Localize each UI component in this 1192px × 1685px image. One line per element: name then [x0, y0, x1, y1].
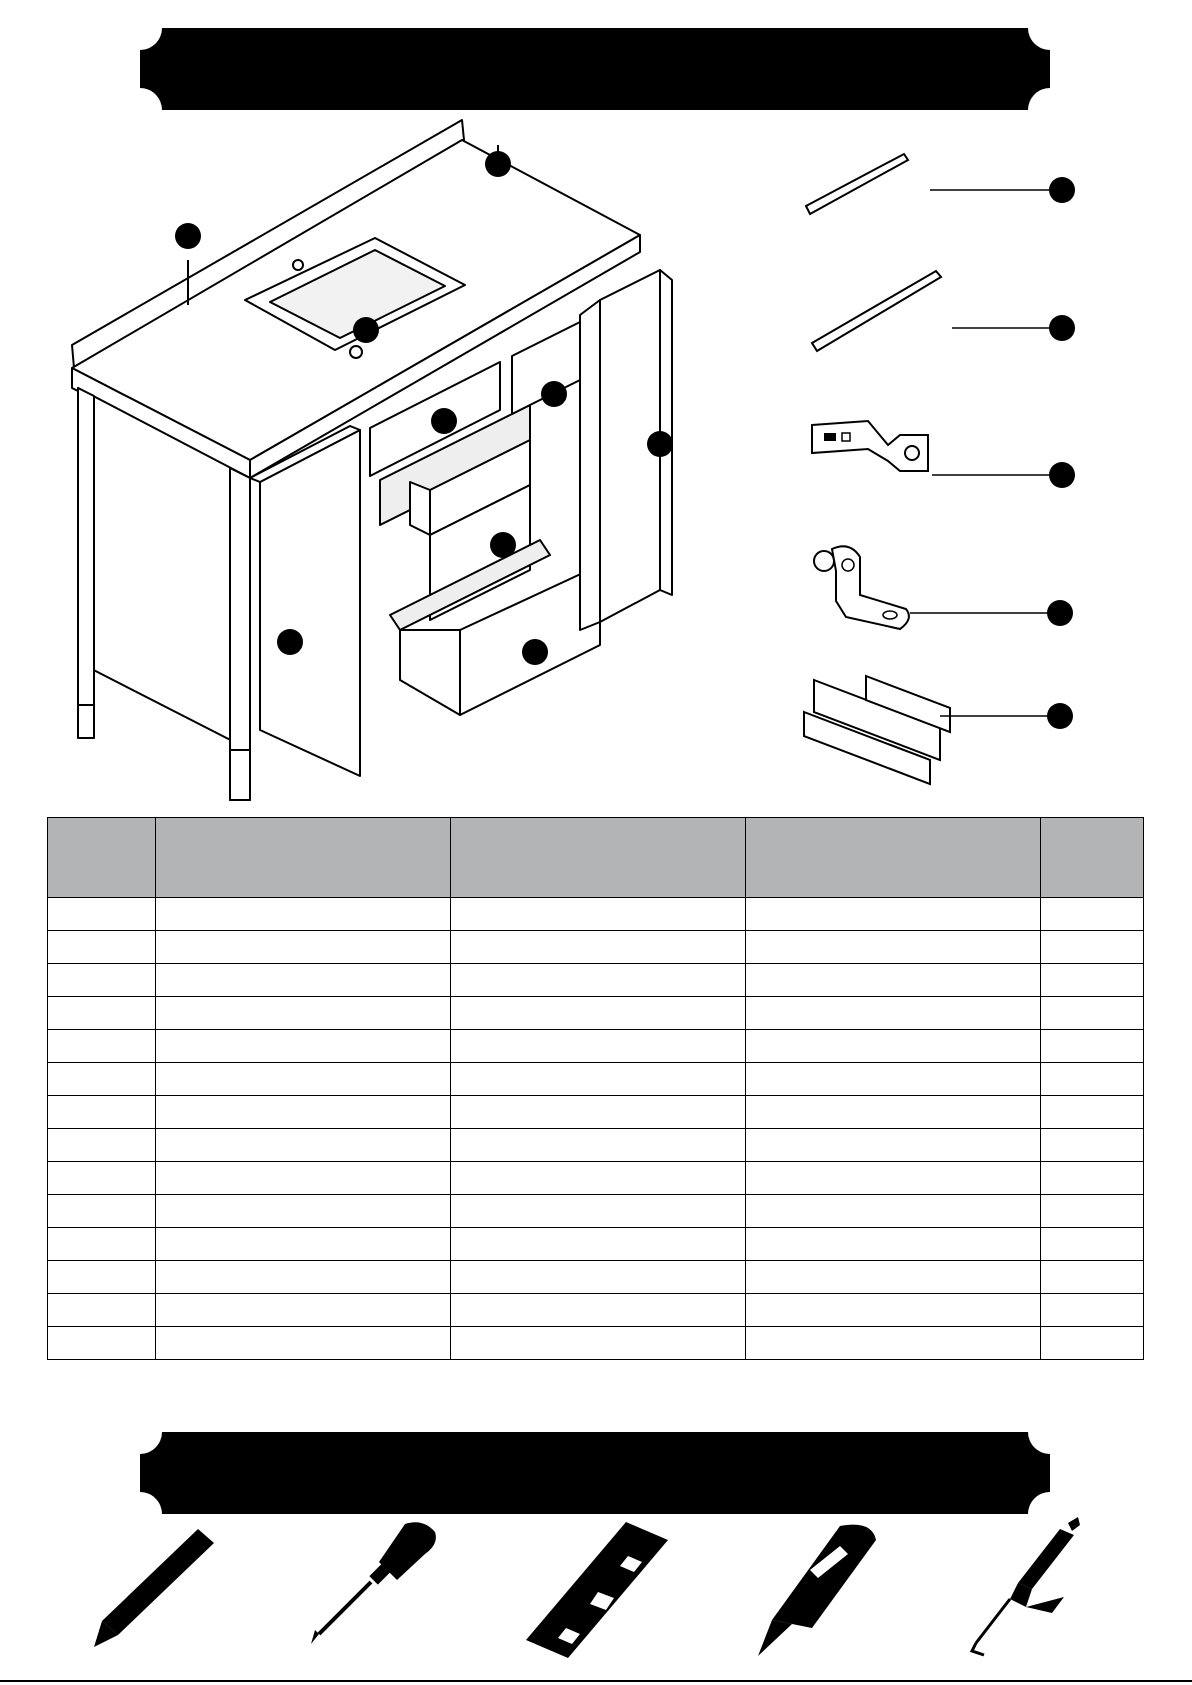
table-cell [1041, 1195, 1144, 1228]
table-cell [451, 898, 746, 931]
table-cell [48, 1129, 156, 1162]
table-row [48, 1096, 1144, 1129]
table-cell [746, 1294, 1041, 1327]
table-cell [48, 898, 156, 931]
table-cell [451, 1063, 746, 1096]
table-cell [451, 931, 746, 964]
parts-table [47, 817, 1144, 1360]
header-cell [156, 818, 451, 898]
table-cell [746, 898, 1041, 931]
table-header-row [48, 818, 1144, 898]
table-cell [451, 1129, 746, 1162]
table-cell [156, 1129, 451, 1162]
table-cell [1041, 1228, 1144, 1261]
table-cell [156, 997, 451, 1030]
table-row [48, 1063, 1144, 1096]
table-cell [156, 964, 451, 997]
table-row [48, 1030, 1144, 1063]
table-cell [48, 1162, 156, 1195]
parts-banner-title [140, 28, 1050, 110]
table-row [48, 1129, 1144, 1162]
table-cell [48, 1096, 156, 1129]
table-cell [48, 1195, 156, 1228]
pencil-icon [90, 1525, 220, 1650]
table-cell [451, 1327, 746, 1360]
table-cell [1041, 1096, 1144, 1129]
hinge-icon [808, 405, 1088, 495]
table-cell [1041, 1030, 1144, 1063]
table-cell [451, 1294, 746, 1327]
table-cell [48, 1063, 156, 1096]
table-cell [1041, 1162, 1144, 1195]
table-row [48, 931, 1144, 964]
table-row [48, 898, 1144, 931]
footer-rule [0, 1680, 1192, 1682]
table-cell [746, 1129, 1041, 1162]
strip-long-icon [806, 265, 1086, 355]
header-cell [1041, 818, 1144, 898]
header-cell [451, 818, 746, 898]
table-row [48, 1228, 1144, 1261]
table-cell [156, 1162, 451, 1195]
table-row [48, 1162, 1144, 1195]
tools-banner-title [140, 1432, 1050, 1514]
table-cell [746, 1030, 1041, 1063]
table-cell [451, 1096, 746, 1129]
table-cell [746, 1063, 1041, 1096]
header-cell [746, 818, 1041, 898]
table-cell [156, 1063, 451, 1096]
parts-banner [140, 28, 1050, 110]
table-row [48, 1327, 1144, 1360]
utility-knife-icon [752, 1520, 882, 1660]
table-cell [746, 997, 1041, 1030]
table-cell [451, 1162, 746, 1195]
table-row [48, 1261, 1144, 1294]
table-cell [48, 1327, 156, 1360]
table-cell [1041, 1327, 1144, 1360]
shelf-support-icon [810, 545, 1090, 635]
table-cell [156, 1261, 451, 1294]
table-cell [746, 1195, 1041, 1228]
header-cell [48, 818, 156, 898]
table-body [48, 898, 1144, 1360]
table-cell [451, 1261, 746, 1294]
table-row [48, 964, 1144, 997]
table-cell [746, 1327, 1041, 1360]
table-row [48, 1195, 1144, 1228]
tools-banner [140, 1432, 1050, 1514]
table-cell [156, 1294, 451, 1327]
table-cell [746, 1162, 1041, 1195]
level-icon [522, 1520, 672, 1660]
table-cell [156, 931, 451, 964]
table-cell [1041, 1129, 1144, 1162]
table-cell [48, 997, 156, 1030]
table-cell [746, 931, 1041, 964]
table-cell [746, 964, 1041, 997]
vanity-assembly-diagram [60, 110, 720, 805]
table-row [48, 1294, 1144, 1327]
table-cell [48, 964, 156, 997]
table-cell [156, 1030, 451, 1063]
table-cell [746, 1261, 1041, 1294]
table-cell [451, 1195, 746, 1228]
screwdriver-icon [305, 1520, 445, 1650]
table-cell [156, 1096, 451, 1129]
table-cell [1041, 1294, 1144, 1327]
table-cell [156, 1195, 451, 1228]
caulking-gun-icon [968, 1515, 1108, 1660]
table-cell [48, 1294, 156, 1327]
table-cell [1041, 1261, 1144, 1294]
table-cell [156, 1228, 451, 1261]
table-cell [451, 964, 746, 997]
table-row [48, 997, 1144, 1030]
table-cell [156, 898, 451, 931]
table-cell [48, 1030, 156, 1063]
table-cell [48, 1228, 156, 1261]
drawer-slide-icon [800, 672, 1090, 792]
strip-short-icon [800, 148, 1080, 223]
table-cell [1041, 1063, 1144, 1096]
table-cell [746, 1096, 1041, 1129]
table-cell [451, 1030, 746, 1063]
table-cell [48, 931, 156, 964]
table-cell [451, 1228, 746, 1261]
table-cell [451, 997, 746, 1030]
table-cell [156, 1327, 451, 1360]
table-cell [1041, 997, 1144, 1030]
table-cell [1041, 964, 1144, 997]
table-cell [1041, 931, 1144, 964]
table-cell [746, 1228, 1041, 1261]
table-cell [1041, 898, 1144, 931]
table-cell [48, 1261, 156, 1294]
